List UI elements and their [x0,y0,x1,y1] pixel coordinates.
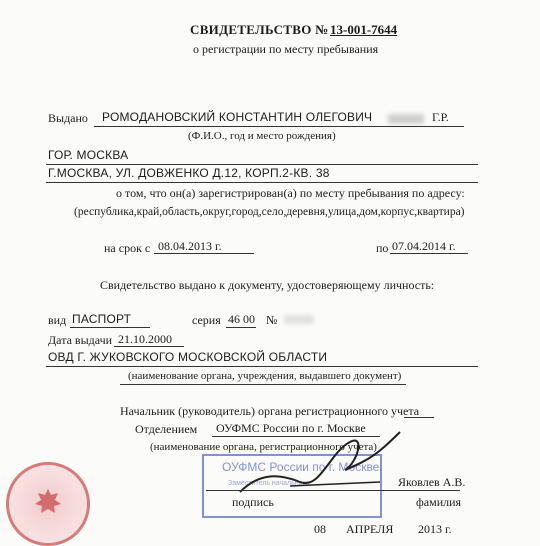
emblem-icon [31,485,65,519]
surname-caption: фамилия [416,495,462,509]
doc-number-label: № [266,313,278,327]
doc-issuer-underline [46,366,478,367]
doc-series-underline [226,327,256,328]
sign-caption: подпись [232,495,274,509]
stamp-line-2: Заместитель начальника [228,480,310,487]
doc-issuer-line-2 [120,384,406,385]
registration-address: Г.МОСКВА, УЛ. ДОВЖЕНКО Д.12, КОРП.2-КВ. 38 [48,166,330,180]
address-caption-1: о том, что он(а) зарегистрирован(а) по месту пребывания по адресу: [116,186,465,200]
doc-issuer: ОВД Г. ЖУКОВСКОГО МОСКОВСКОЙ ОБЛАСТИ [48,350,328,364]
doc-date-underline [114,346,184,347]
handwritten-signature [230,412,410,502]
name-underline [94,126,464,127]
certificate-subtitle: о регистрации по месту пребывания [193,42,379,56]
doc-series-label: серия [192,313,221,327]
issued-label: Выдано [48,111,88,125]
doc-series-value: 46 00 [228,312,255,326]
doc-date-value: 21.10.2000 [118,332,172,346]
footer-day: 08 [314,522,326,536]
term-from-label: на срок с [104,241,151,255]
dept-label: Отделением [135,422,198,436]
term-to-value: 07.04.2014 г. [392,239,456,253]
address-caption-2: (республика,край,область,округ,город,село,деревня,улица,дом,корпус,квартира) [74,206,465,218]
signer-name: Яковлев А.В. [398,475,466,489]
name-caption: (Ф.И.О., год и место рождения) [188,130,336,142]
term-from-value: 08.04.2013 г. [158,239,222,253]
birth-year-suffix: Г.Р. [432,110,449,124]
certificate-number: 13-001-7644 [330,22,398,37]
footer-month: АПРЕЛЯ [346,522,394,536]
stamp-line-1: ОУФМС России по г. Москве [222,460,380,474]
doc-date-label: Дата выдачи [48,333,113,347]
address-underline [46,182,478,183]
footer-year: 2013 г. [418,522,452,536]
redacted-birth-year [388,114,424,124]
birthplace-underline [46,164,478,165]
term-from-underline [154,253,254,254]
holder-name: РОМОДАНОВСКИЙ КОНСТАНТИН ОЛЕГОВИЧ [102,110,373,124]
doc-type-underline [70,327,150,328]
round-seal [6,462,90,546]
dept-caption: (наименование органа, регистрационного учета) [150,441,377,453]
document-intro: Свидетельство выдано к документу, удостоверяющему личность: [100,278,435,292]
birthplace: ГОР. МОСКВА [48,148,129,162]
term-to-underline [390,253,468,254]
redacted-doc-number [284,315,314,324]
certificate-title: СВИДЕТЕЛЬСТВО № [190,22,329,37]
doc-type-value: ПАСПОРТ [72,312,132,326]
sign-underline [206,490,460,491]
term-to-label: по [376,241,389,255]
doc-type-label: вид [48,313,67,327]
doc-issuer-caption: (наименование органа, учреждения, выдавшего документ) [128,370,402,382]
dept-value: ОУФМС России по г. Москве [216,421,366,435]
authority-head: Начальник (руководитель) органа регистрационного учета [120,404,420,418]
